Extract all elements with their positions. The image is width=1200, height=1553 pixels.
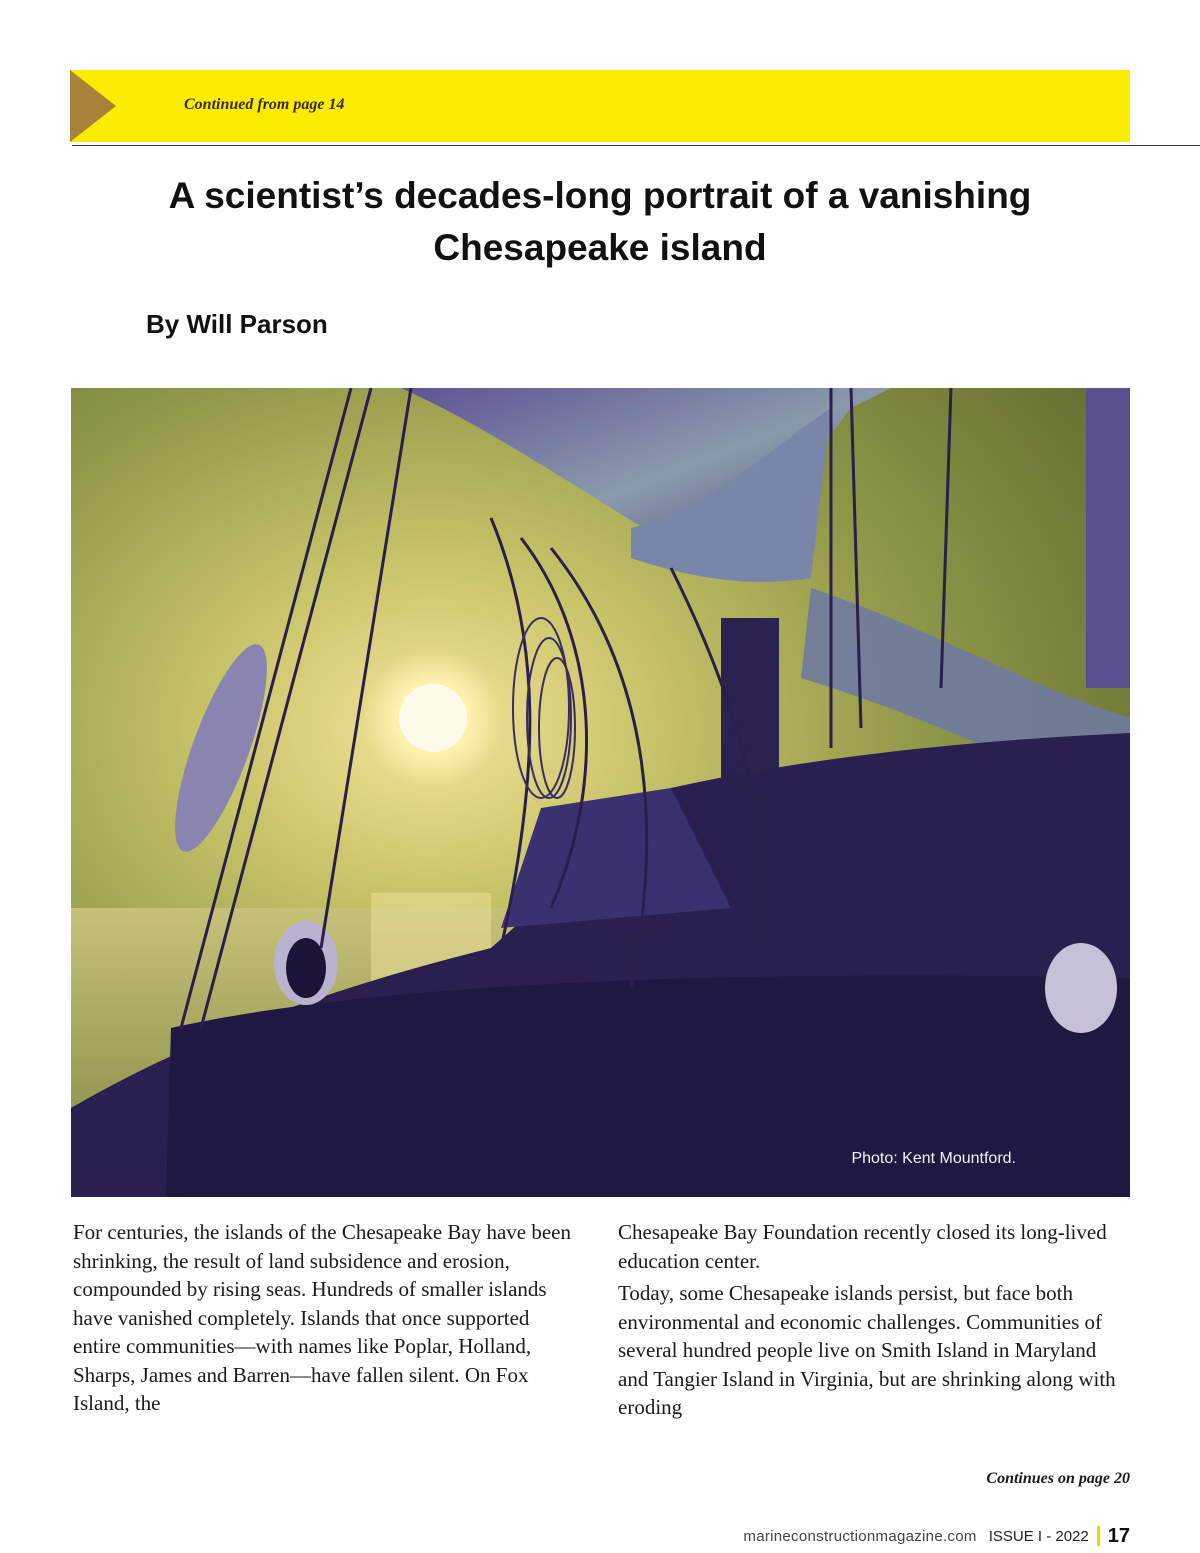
continues-on-link[interactable]: Continues on page 20 (986, 1470, 1130, 1487)
footer-site-url[interactable]: marineconstructionmagazine.com (743, 1527, 977, 1545)
header-rule (72, 145, 1200, 146)
banner-arrow-icon (70, 70, 116, 142)
article-byline: By Will Parson (146, 309, 328, 339)
body-paragraph: For centuries, the islands of the Chesapeake Bay have been shrinking, the result of land subsidence and erosion, compounded by rising seas. Hundreds of smaller islands have vanished completely. Islands that once supported entire communities—with names like Poplar, Holland, Sharps, James and Barren—have fallen silent. On Fox Island, the (73, 1220, 572, 1415)
continued-from-label: Continued from page 14 (184, 96, 345, 113)
photo-credit: Photo: Kent Mountford. (851, 1150, 1016, 1167)
body-column-left (73, 1218, 578, 1422)
body-paragraph: Today, some Chesapeake islands persist, but face both environmental and economic challenges. Communities of several hundred people live on Smith Island in Maryland and Tangier Island in Virginia, but are shrinking along with eroding (618, 1281, 1116, 1419)
page-footer (743, 1525, 1130, 1547)
page-number: 17 (1107, 1524, 1130, 1547)
footer-divider (1097, 1526, 1100, 1546)
body-paragraph: Chesapeake Bay Foundation recently closed its long-lived education center. (618, 1220, 1107, 1273)
sailboat-photo (71, 388, 1130, 1197)
body-column-right (618, 1218, 1123, 1426)
footer-issue: ISSUE I - 2022 (988, 1527, 1089, 1545)
sailboat-sunset-illustration (71, 388, 1130, 1197)
article-title: A scientist’s decades-long portrait of a vanishing Chesapeake island (168, 175, 1032, 268)
